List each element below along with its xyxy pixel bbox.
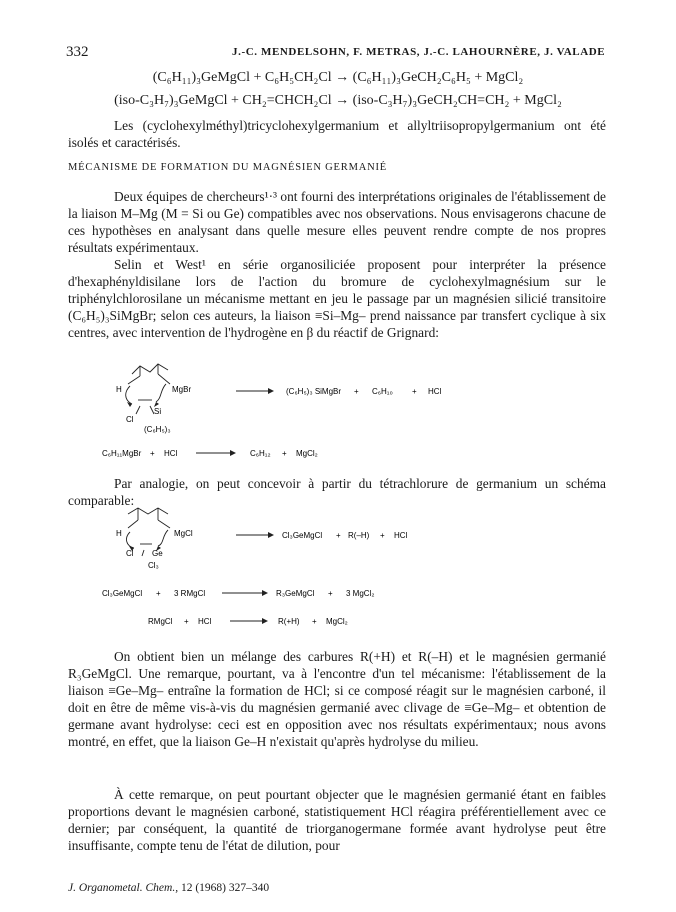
reactant-rmgcl: 3 RMgCl xyxy=(174,589,206,598)
product-mgcl2: MgCl₂ xyxy=(326,617,348,626)
paragraph-text: Par analogie, on peut concevoir à partir du tétrachlorure de germanium un schéma comparable: xyxy=(68,476,606,508)
reaction-arrow-head xyxy=(268,388,274,394)
product-cl3gemgcl: Cl₃GeMgCl xyxy=(282,531,323,540)
ring-label-cl: Cl xyxy=(126,549,134,558)
plus-sign: + xyxy=(412,387,417,396)
ring-label-phenyl: (C₆H₅)₃ xyxy=(144,425,171,434)
plus-sign: + xyxy=(282,449,287,458)
paragraph-isolated-compounds xyxy=(68,117,606,151)
plus-sign: + xyxy=(184,617,189,626)
plus-sign: + xyxy=(328,589,333,598)
ring-label-cl: Cl xyxy=(126,415,134,424)
product-cyclohexene: C₆H₁₀ xyxy=(372,387,393,396)
reaction-arrow-head xyxy=(268,532,274,538)
plus-sign: + xyxy=(156,589,161,598)
product-mgcl2: 3 MgCl₂ xyxy=(346,589,375,598)
product-alkene: R(–H) xyxy=(348,531,370,540)
ring-label-h: H xyxy=(116,385,122,394)
plus-sign: + xyxy=(380,531,385,540)
scheme-2-diagram xyxy=(102,506,512,636)
paragraph-mechanism-objection xyxy=(68,648,606,750)
paragraph-text: Deux équipes de chercheurs¹·³ ont fourni des interprétations originales de l'établissement de la liaison M–Mg (M = Si ou Ge) compatibles avec nos observations. Nous envisagerons chacune de ces hypothèses en analysant dans quelle mesure elles peuvent rendre compte de nos propres résultats expérimentaux. xyxy=(68,189,606,255)
section-heading: MÉCANISME DE FORMATION DU MAGNÉSIEN GERMANIÉ xyxy=(68,162,387,173)
running-head: J.-C. MENDELSOHN, F. METRAS, J.-C. LAHOURNÈRE, J. VALADE xyxy=(232,46,606,58)
ring-label-mgbr: MgBr xyxy=(172,385,192,394)
ring-label-ge: Ge xyxy=(152,549,163,558)
scheme-1-diagram xyxy=(102,362,510,472)
equation-2: (iso-C₃H₇)₃GeMgCl + CH₂=CHCH₂Cl → (iso-C₃H₇)₃GeCH₂CH=CH₂ + MgCl₂ xyxy=(114,93,562,108)
plus-sign: + xyxy=(354,387,359,396)
reactant-hcl: HCl xyxy=(164,449,178,458)
footer-citation xyxy=(68,882,269,894)
reactant-rmgcl: RMgCl xyxy=(148,617,173,626)
paragraph-selin-west xyxy=(68,256,606,341)
paragraph-two-teams xyxy=(68,188,606,256)
ring-label-h: H xyxy=(116,529,122,538)
paragraph-analogy xyxy=(68,475,606,509)
reactant-cl3gemgcl: Cl₃GeMgCl xyxy=(102,589,143,598)
reactant-hcl: HCl xyxy=(198,617,212,626)
product-silylmagnesium: (C₆H₅)₃ SiMgBr xyxy=(286,387,342,396)
journal-name: J. Organometal. Chem., xyxy=(68,882,179,894)
product-hcl: HCl xyxy=(394,531,408,540)
paragraph-text: On obtient bien un mélange des carbures R(+H) et R(–H) et le magnésien germanié R₃GeMgCl. Une remarque, pourtant, va à l'encontre d'un tel mécanisme: l'établissement de la liaison ≡Ge–Mg– entraîne la formation de HCl; si ce composé réagit sur le magnésien carboné, il doit en être de même vis-à-vis du magnésien germanié avec clivage de ≡Ge–Mg– et obtention de germane avant hydrolyse: ceci est en opposition avec nos résultats expérimentaux; nous avons montré, en effet, que la liaison Ge–H n'existait qu'après hydrolyse du milieu. xyxy=(68,649,606,749)
product-cyclohexane: C₆H₁₂ xyxy=(250,449,271,458)
paragraph-text: Les (cyclohexylméthyl)tricyclohexylgermanium et allyltriisopropylgermanium ont été isolés et caractérisés. xyxy=(68,118,606,150)
reaction-arrow-head xyxy=(262,618,268,624)
reaction-arrow-head xyxy=(262,590,268,596)
equation-1: (C₆H₁₁)₃GeMgCl + C₆H₅CH₂Cl → (C₆H₁₁)₃GeCH₂C₆H₅ + MgCl₂ xyxy=(152,70,524,85)
paragraph-text: Selin et West¹ en série organosiliciée proposent pour interpréter la présence d'hexaphényldisilane lors de l'action du bromure de cyclohexylmagnésium sur le triphénylchlorosilane un mécanisme mettant en jeu le passage par un magnésien silicié transitoire (C₆H₅)₃SiMgBr; selon ces auteurs, la liaison ≡Si–Mg– prend naissance par transfert cyclique à six centres, avec intervention de l'hydrogène en β du réactif de Grignard: xyxy=(68,257,606,340)
product-hcl: HCl xyxy=(428,387,442,396)
ring-label-si: Si xyxy=(154,407,162,416)
ring-label-mgcl: MgCl xyxy=(174,529,193,538)
plus-sign: + xyxy=(336,531,341,540)
plus-sign: + xyxy=(312,617,317,626)
reaction-arrow-head xyxy=(230,450,236,456)
cyclohexyl-ring xyxy=(126,364,170,414)
paragraph-text: À cette remarque, on peut pourtant objecter que le magnésien germanié étant en faibles proportions devant le magnésien carboné, statistiquement HCl réagira préférentiellement avec ce dernier; par conséquent, la quantité de triorganogermane formée avant hydrolyse peut être insuffisante, compte tenu de l'état de dilution, pour xyxy=(68,787,606,853)
journal-volume: 12 (1968) 327–340 xyxy=(180,882,270,894)
page-number: 332 xyxy=(66,44,89,60)
product-alkane: R(+H) xyxy=(278,617,300,626)
product-mgcl2: MgCl₂ xyxy=(296,449,318,458)
ring-label-cl3: Cl₃ xyxy=(148,561,159,570)
paragraph-counter-objection xyxy=(68,786,606,854)
product-r3gemgcl: R₃GeMgCl xyxy=(276,589,315,598)
reactant-grignard: C₆H₁₁MgBr xyxy=(102,449,142,458)
plus-sign: + xyxy=(150,449,155,458)
